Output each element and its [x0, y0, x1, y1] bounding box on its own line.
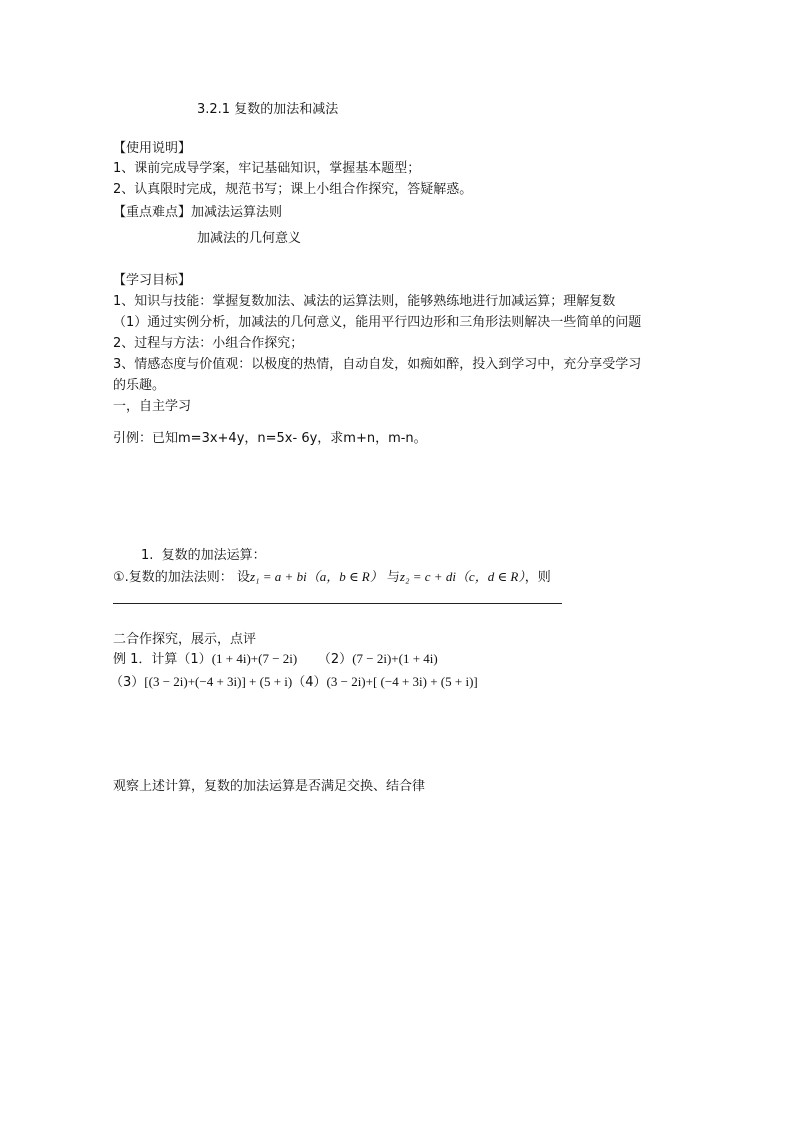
observation-text: 观察上述计算，复数的加法运算是否满足交换、结合律	[113, 779, 426, 794]
addition-item-number: 1.	[141, 548, 154, 563]
example-1-part-3-label: （3）	[110, 675, 145, 690]
intro-math: m=3x+4y，n=5x- 6y，求m+n，m-n。	[178, 431, 427, 446]
section-1-heading: 一，自主学习	[113, 399, 192, 414]
rule-set-word: 设	[236, 570, 250, 585]
example-1-part-1: (1 + 4i)+(7 − 2i)	[211, 651, 298, 666]
example-1-part-2: (7 − 2i)+(1 + 4i)	[352, 651, 438, 666]
rule-and-word: 与	[386, 570, 400, 585]
example-1-label: 例 1．计算（1）	[113, 652, 212, 667]
key-points-line	[113, 204, 282, 222]
example-1-part-4-label: （4）	[292, 675, 327, 690]
answer-blank-line	[113, 603, 562, 604]
usage-heading: 【使用说明】	[113, 141, 192, 156]
key-point-1: 加减法运算法则	[191, 205, 283, 220]
intro-label: 引例：已知	[113, 431, 179, 446]
usage-line-2: 2、认真限时完成，规范书写；课上小组合作探究，答疑解惑。	[113, 182, 473, 197]
objective-line-3: 2、过程与方法：小组合作探究；	[113, 336, 304, 351]
usage-line-1: 1、课前完成导学案，牢记基础知识，掌握基本题型；	[113, 161, 421, 176]
addition-rule	[113, 568, 551, 587]
addition-rule-label: ①.复数的加法法则：	[113, 570, 233, 585]
objective-line-1: 1、知识与技能：掌握复数加法、减法的运算法则，能够熟练地进行加减运算；理解复数	[113, 294, 616, 309]
objective-line-5: 的乐趣。	[113, 378, 166, 393]
intro-example	[113, 430, 427, 448]
example-1-part-4: (3 − 2i)+[ (−4 + 3i) + (5 + i)]	[326, 674, 478, 689]
example-1-part-2-label: （2）	[317, 652, 353, 667]
addition-item-title: 复数的加法运算：	[161, 548, 266, 563]
rule-z2-formula: z₂ = c + di（c，d ∈ R）	[399, 569, 525, 584]
key-points-heading: 【重点难点】	[113, 205, 192, 220]
section-2-heading: 二合作探究，展示，点评	[113, 632, 257, 647]
addition-item	[141, 547, 266, 565]
page-title: 3.2.1 复数的加法和减法	[197, 102, 339, 117]
key-point-2: 加减法的几何意义	[197, 231, 302, 246]
objectives-heading: 【学习目标】	[113, 273, 192, 288]
objective-line-2: （1）通过实例分析，加减法的几何意义，能用平行四边形和三角形法则解决一些简单的问题	[113, 315, 642, 330]
example-1-line-a	[113, 650, 438, 669]
rule-end-word: ，则	[524, 570, 551, 585]
example-1-line-b	[110, 673, 478, 692]
objective-line-4: 3、情感态度与价值观：以极度的热情，自动自发，如痴如醉，投入到学习中，充分享受学习	[113, 357, 642, 372]
rule-z1-formula: z₁ = a + bi（a，b ∈ R）	[249, 569, 383, 584]
example-1-part-3: [(3 − 2i)+(−4 + 3i)] + (5 + i)	[144, 674, 293, 689]
